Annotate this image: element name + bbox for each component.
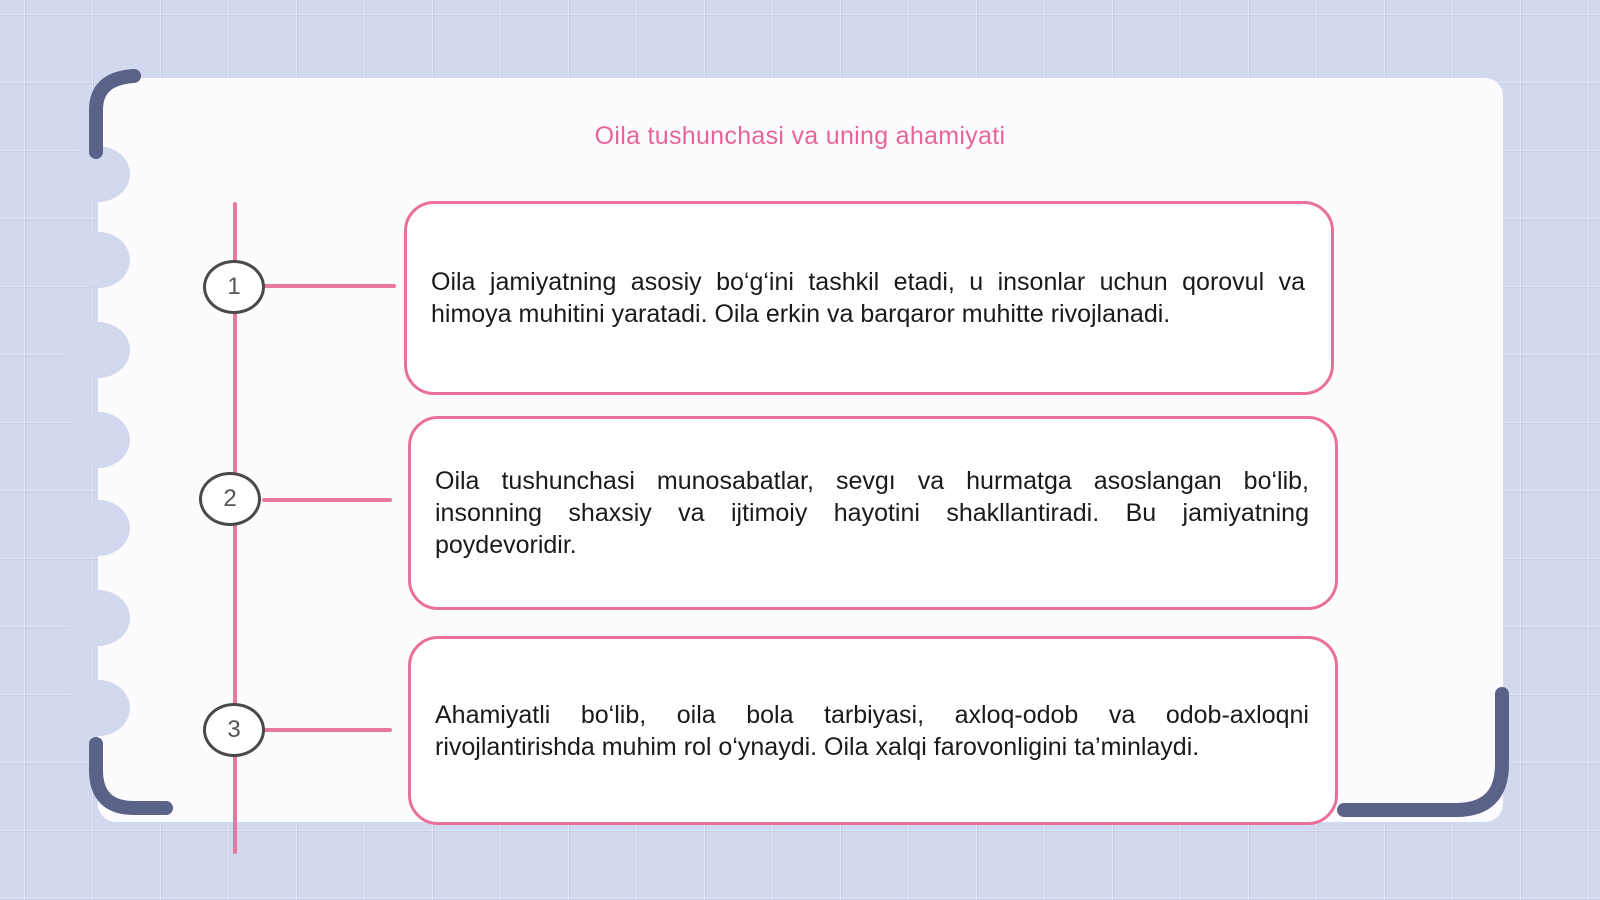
- timeline-connector: [262, 728, 392, 732]
- timeline-connector: [262, 284, 396, 288]
- step-marker-1: [203, 260, 265, 314]
- step-number: 2: [223, 485, 237, 512]
- info-card-1: [404, 201, 1334, 395]
- step-number: 3: [227, 716, 241, 743]
- step-marker-2: [199, 472, 261, 526]
- paper-scallop: [66, 232, 130, 288]
- slide-title: Oila tushunchasi va uning ahamiyati: [594, 122, 1006, 150]
- timeline-connector: [262, 498, 392, 502]
- paper-scallop: [66, 680, 130, 736]
- paper-scallop: [66, 500, 130, 556]
- card-text: Oila tushunchasi munosabatlar, sevgı va hurmatga asoslangan bo‘lib, insonning shaxsiy va ijtimoiy hayotini shakllantiradi. Bu jamiyatning poydevoridir.: [435, 467, 1309, 559]
- paper-scallop: [66, 412, 130, 468]
- card-text: Ahamiyatli bo‘lib, oila bola tarbiyasi, axloq-odob va odob-axloqni rivojlantirishda muhim rol o‘ynaydi. Oila xalqi farovonligini ta’minlaydi.: [435, 700, 1309, 761]
- corner-bracket-bottom-left: [82, 736, 182, 826]
- step-marker-3: [203, 703, 265, 757]
- corner-bracket-bottom-right: [1330, 684, 1516, 826]
- paper-scallop: [66, 322, 130, 378]
- step-number: 1: [227, 273, 241, 300]
- card-text: Oila jamiyatning asosiy bo‘g‘ini tashkil etadi, u insonlar uchun qorovul va himoya muhitini yaratadi. Oila erkin va barqaror muhitte rivojlanadi.: [431, 268, 1305, 328]
- paper-scallop: [66, 590, 130, 646]
- info-card-3: [408, 636, 1338, 825]
- info-card-2: [408, 416, 1338, 610]
